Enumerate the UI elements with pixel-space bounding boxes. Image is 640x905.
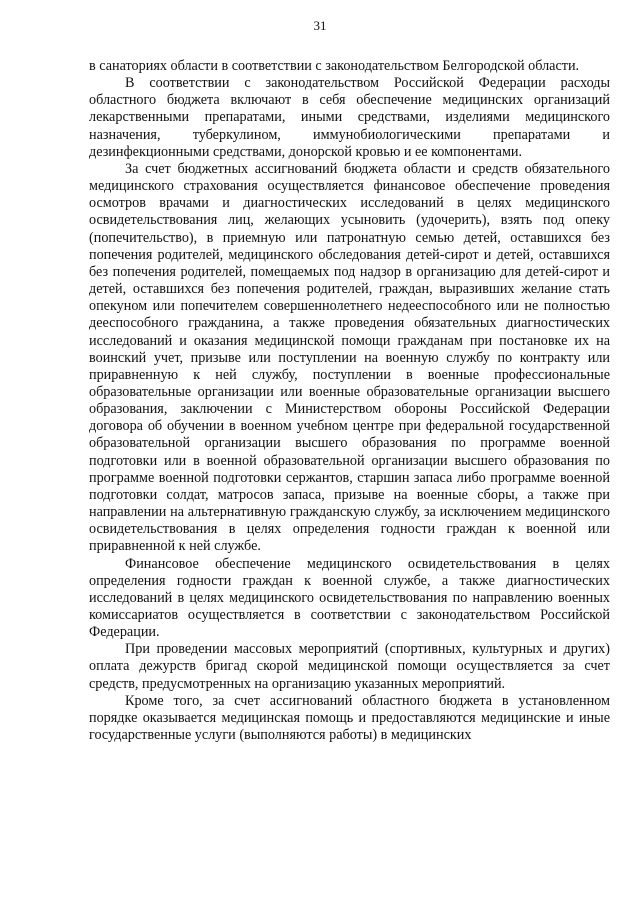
paragraph-military-certification-funding: Финансовое обеспечение медицинского освидетельствования в целях определения годности граждан к военной службе, а также диагностических исследований в целях медицинского освидетельствования по направлению военных комиссариатов осуществляется в соответствии с законодательством Российской Федерации. bbox=[89, 555, 610, 641]
paragraph-additional-services: Кроме того, за счет ассигнований областного бюджета в установленном порядке оказывается медицинская помощь и предоставляются медицинские и иные государственные услуги (выполняются работы) в медицинских bbox=[89, 692, 610, 744]
document-body bbox=[89, 58, 610, 744]
paragraph-mass-events-ambulance: При проведении массовых мероприятий (спортивных, культурных и других) оплата дежурств бригад скорой медицинской помощи осуществляется за счет средств, предусмотренных на организацию указанных мероприятий. bbox=[89, 641, 610, 692]
paragraph-medical-examinations-funding: За счет бюджетных ассигнований бюджета области и средств обязательного медицинского страхования осуществляется финансовое обеспечение проведения осмотров врачами и диагностических исследований в целях медицинского освидетельствования лиц, желающих усыновить (удочерить), взять под опеку (попечительство), в приемную или патронатную семью детей, оставшихся без попечения родителей, медицинского обследования детей-сирот и детей, оставшихся без попечения родителей, помещаемых под надзор в организацию для детей-сирот и детей, оставшихся без попечения родителей, граждан, выразивших желание стать опекуном или попечителем совершеннолетнего недееспособного или не полностью дееспособного гражданина, а также проведения обязательных диагностических исследований и оказания медицинской помощи гражданам при постановке их на воинский учет, призыве или поступлении на военную службу по контракту или приравненную к ней службу, поступлении в военные профессиональные образовательные организации или военные образовательные организации высшего образования, заключении с Министерством обороны Российской Федерации договора об обучении в военном учебном центре при федеральной государственной образовательной организации высшего образования по программе военной подготовки или в военной образовательной организации высшего образования по программе военной подготовки сержантов, старшин запаса либо программе военной подготовки солдат, матросов запаса, призыве на военные сборы, а также при направлении на альтернативную гражданскую службу, за исключением медицинского освидетельствования в целях определения годности граждан к военной или приравненной к ней службе. bbox=[89, 160, 610, 555]
paragraph-regional-budget-expenses: В соответствии с законодательством Российской Федерации расходы областного бюджета включают в себя обеспечение медицинских организаций лекарственными препаратами, иными средствами, изделиями медицинского назначения, туберкулином, иммунобиологическими препаратами и дезинфекционными средствами, донорской кровью и ее компонентами. bbox=[89, 75, 610, 160]
paragraph-sanatoria-continuation: в санаториях области в соответствии с законодательством Белгородской области. bbox=[89, 58, 580, 74]
page-number: 31 bbox=[313, 18, 327, 33]
